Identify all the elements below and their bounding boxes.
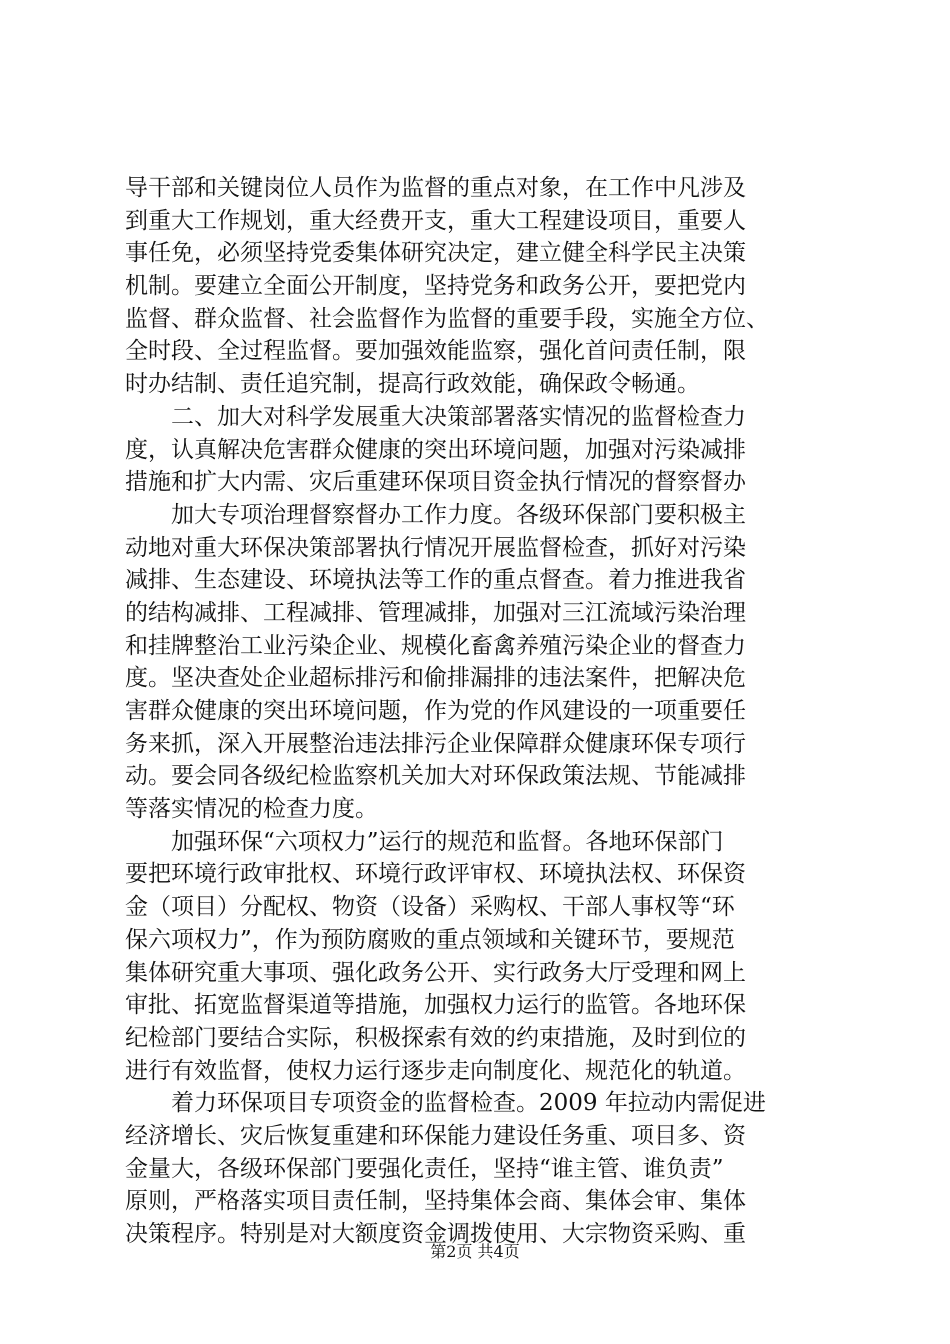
text-line: 动。要会同各级纪检监察机关加大对环保政策法规、节能减排 [125,763,746,790]
text-line: 二、加大对科学发展重大决策部署落实情况的监督检查力 [125,403,746,430]
text-line: 全时段、全过程监督。要加强效能监察，强化首问责任制，限 [125,338,746,365]
text-line: 机制。要建立全面公开制度，坚持党务和政务公开，要把党内 [125,273,746,300]
text-line: 的结构减排、工程减排、管理减排，加强对三江流域污染治理 [125,599,746,626]
text-line: 要把环境行政审批权、环境行政评审权、环境执法权、环保资 [125,861,746,888]
text-line: 决策程序。特别是对大额度资金调拨使用、大宗物资采购、重 [125,1221,746,1247]
text-line: 导干部和关键岗位人员作为监督的重点对象，在工作中凡涉及 [125,175,746,201]
text-line: 和挂牌整治工业污染企业、规模化畜禽养殖污染企业的督查力 [125,632,746,659]
text-line: 动地对重大环保决策部署执行情况开展监督检查，抓好对污染 [125,534,746,561]
text-line: 措施和扩大内需、灾后重建环保项目资金执行情况的督察督办 [125,469,746,496]
text-line: 等落实情况的检查力度。 [125,796,378,823]
text-line: 度。坚决查处企业超标排污和偷排漏排的违法案件，把解决危 [125,665,746,692]
text-line: 金（项目）分配权、物资（设备）采购权、干部人事权等“环 [125,894,735,921]
text-line: 着力环保项目专项资金的监督检查。2009 年拉动内需促进 [125,1090,766,1117]
document-body [125,172,835,1251]
text-line: 事任免，必须坚持党委集体研究决定，建立健全科学民主决策 [125,240,746,267]
text-line: 审批、拓宽监督渠道等措施，加强权力运行的监管。各地环保 [125,992,746,1019]
text-line: 害群众健康的突出环境问题，作为党的作风建设的一项重要任 [125,698,746,724]
text-line: 进行有效监督，使权力运行逐步走向制度化、规范化的轨道。 [125,1057,746,1084]
text-line: 减排、生态建设、环境执法等工作的重点督查。着力推进我省 [125,567,746,594]
text-line: 时办结制、责任追究制，提高行政效能，确保政令畅通。 [125,371,700,398]
text-line: 加大专项治理督察督办工作力度。各级环保部门要积极主 [125,501,746,528]
page-footer: 第2页 共4页 [430,1242,520,1261]
text-line: 金量大，各级环保部门要强化责任，坚持“谁主管、谁负责” [125,1155,724,1182]
text-line: 加强环保“六项权力”运行的规范和监督。各地环保部门 [125,828,724,855]
text-line: 经济增长、灾后恢复重建和环保能力建设任务重、项目多、资 [125,1122,746,1149]
text-line: 到重大工作规划，重大经费开支，重大工程建设项目，重要人 [125,207,746,234]
text-line: 纪检部门要结合实际，积极探索有效的约束措施，及时到位的 [125,1024,746,1051]
text-line: 集体研究重大事项、强化政务公开、实行政务大厅受理和网上 [125,959,746,986]
text-line: 务来抓，深入开展整治违法排污企业保障群众健康环保专项行 [125,730,746,757]
text-line: 原则，严格落实项目责任制，坚持集体会商、集体会审、集体 [125,1188,746,1215]
text-line: 度，认真解决危害群众健康的突出环境问题，加强对污染减排 [125,436,746,463]
text-line: 监督、群众监督、社会监督作为监督的重要手段，实施全方位、 [125,305,769,332]
text-line: 保六项权力”，作为预防腐败的重点领域和关键环节，要规范 [125,926,735,953]
